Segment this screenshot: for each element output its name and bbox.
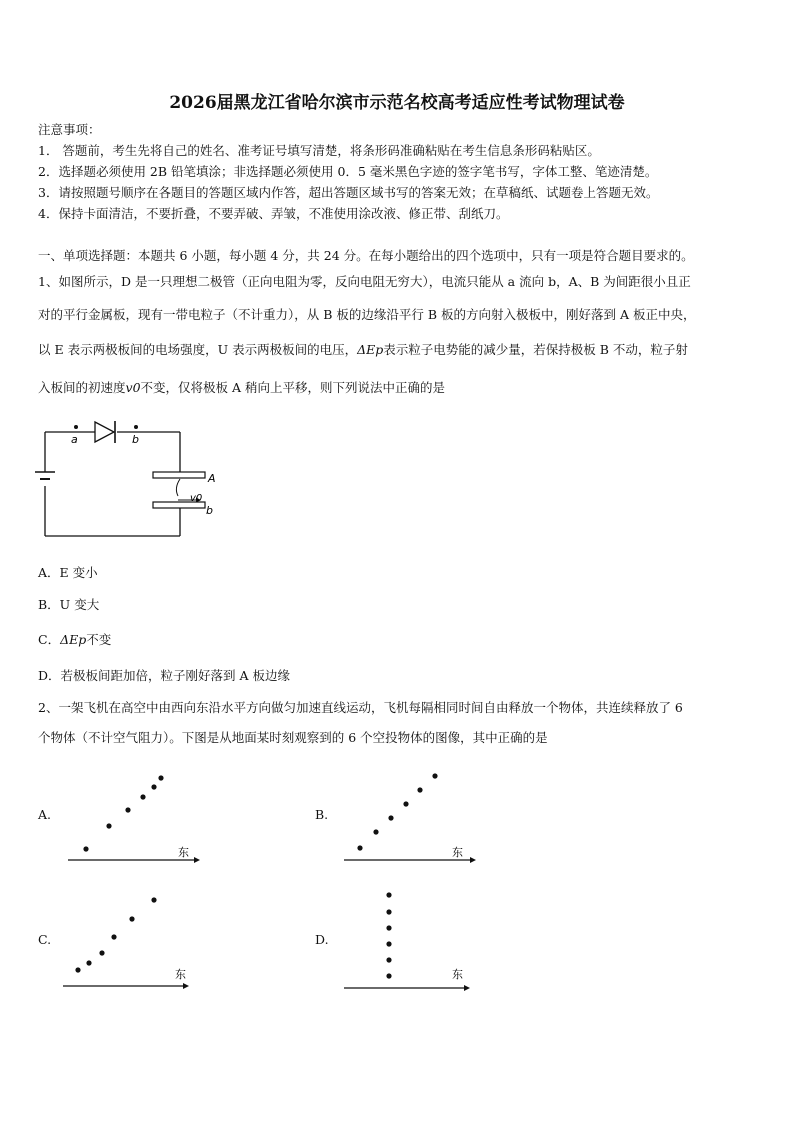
label-b: b — [132, 433, 139, 446]
notice-item: 3．请按照题号顺序在各题目的答题区域内作答，超出答题区域书写的答案无效；在草稿纸、试题卷上答题无效。 — [38, 185, 659, 200]
q2-stem-line: 2、一架飞机在高空中由西向东沿水平方向做匀加速直线运动，飞机每隔相同时间自由释放一个物体，共连续释放了 6 — [38, 700, 683, 715]
dot — [386, 973, 391, 978]
q1-option-d[interactable]: D．若极板间距加倍，粒子刚好落到 A 板边缘 — [38, 668, 290, 683]
diode-icon — [95, 421, 115, 443]
arrow-icon — [194, 857, 200, 863]
q2-option-c-label[interactable]: C. — [38, 932, 52, 947]
east-label: 东 — [452, 968, 463, 981]
dot — [386, 892, 391, 897]
q1-option-c[interactable] — [38, 630, 111, 648]
q2-option-c-figure — [55, 890, 195, 995]
q2-option-b-figure — [336, 768, 476, 868]
label-v0: v0 — [190, 493, 203, 504]
notice-heading: 注意事项： — [38, 122, 101, 137]
node-a-dot — [74, 425, 78, 429]
q2-option-b-label[interactable]: B. — [315, 807, 329, 822]
q1-stem-line: 1、如图所示，D 是一只理想二极管（正向电阻为零，反向电阻无穷大），电流只能从 a 流向 b，A、B 为间距很小且正 — [38, 274, 691, 289]
east-label: 东 — [175, 968, 186, 981]
battery-icon — [35, 472, 55, 479]
dot — [111, 934, 116, 939]
dot — [386, 941, 391, 946]
option-c-text: 不变 — [86, 632, 112, 647]
label-a: a — [71, 433, 78, 446]
notice-item: 2．选择题必须使用 2B 铅笔填涂；非选择题必须使用 0．5 毫米黑色字迹的签字笔书写，字体工整、笔迹清楚。 — [38, 164, 658, 179]
circuit-diagram — [30, 410, 230, 545]
dot — [417, 787, 422, 792]
plate-a — [153, 472, 205, 478]
east-label: 东 — [452, 846, 463, 859]
label-plate-a: A — [208, 472, 216, 485]
dot — [86, 960, 91, 965]
q2-stem-line: 个物体（不计空气阻力）。下图是从地面某时刻观察到的 6 个空投物体的图像，其中正确的是 — [38, 730, 548, 745]
page-title: 2026届黑龙江省哈尔滨市示范名校高考适应性考试物理试卷 — [169, 93, 625, 113]
dot — [388, 815, 393, 820]
dot — [83, 846, 88, 851]
q1-option-b[interactable]: B．U 变大 — [38, 597, 100, 612]
option-c-prefix: C． — [38, 632, 61, 647]
q1-text: 表示粒子电势能的减少量，若保持极板 B 不动，粒子射 — [383, 342, 688, 357]
q1-text: 入板间的初速度 — [38, 380, 126, 395]
particle-trajectory — [176, 479, 180, 496]
dot — [99, 950, 104, 955]
q2-option-d-figure — [336, 886, 476, 996]
q2-option-a-label[interactable]: A. — [38, 807, 52, 822]
dot — [357, 845, 362, 850]
label-plate-b: b — [206, 504, 213, 517]
dot — [151, 784, 156, 789]
q2-option-a-figure — [60, 768, 200, 868]
arrow-icon — [464, 985, 470, 991]
dot — [432, 773, 437, 778]
dot — [140, 794, 145, 799]
dot — [403, 801, 408, 806]
dot — [106, 823, 111, 828]
arrow-icon — [470, 857, 476, 863]
east-label: 东 — [178, 846, 189, 859]
node-b-dot — [134, 425, 138, 429]
q1-stem-line: 对的平行金属板，现有一带电粒子（不计重力），从 B 板的边缘沿平行 B 板的方向射入极板中，刚好落到 A 板正中央， — [38, 307, 696, 322]
dot — [386, 925, 391, 930]
dot — [125, 807, 130, 812]
dot — [129, 916, 134, 921]
dot — [373, 829, 378, 834]
delta-ep-symbol: ΔEp — [357, 342, 384, 357]
section-heading: 一、单项选择题：本题共 6 小题，每小题 4 分，共 24 分。在每小题给出的四个选项中，只有一项是符合题目要求的。 — [38, 248, 694, 263]
dot — [75, 967, 80, 972]
q1-stem-line — [38, 378, 445, 396]
arrow-icon — [183, 983, 189, 989]
q1-text: 不变，仅将极板 A 稍向上平移，则下列说法中正确的是 — [140, 380, 446, 395]
notice-item: 4．保持卡面清洁，不要折叠，不要弄破、弄皱，不准使用涂改液、修正带、刮纸刀。 — [38, 206, 509, 221]
q1-text: 以 E 表示两极板间的电场强度，U 表示两极板间的电压， — [38, 342, 358, 357]
q2-option-d-label[interactable]: D. — [315, 932, 329, 947]
v0-symbol: v0 — [125, 380, 141, 395]
dot — [386, 957, 391, 962]
dot — [158, 775, 163, 780]
notice-item: 1． 答题前，考生先将自己的姓名、准考证号填写清楚，将条形码准确粘贴在考生信息条形码粘贴区。 — [38, 143, 600, 158]
delta-ep-symbol: ΔEp — [60, 632, 87, 647]
q1-option-a[interactable]: A．E 变小 — [38, 565, 98, 580]
dot — [151, 897, 156, 902]
dot — [386, 909, 391, 914]
q1-stem-line — [38, 340, 688, 358]
